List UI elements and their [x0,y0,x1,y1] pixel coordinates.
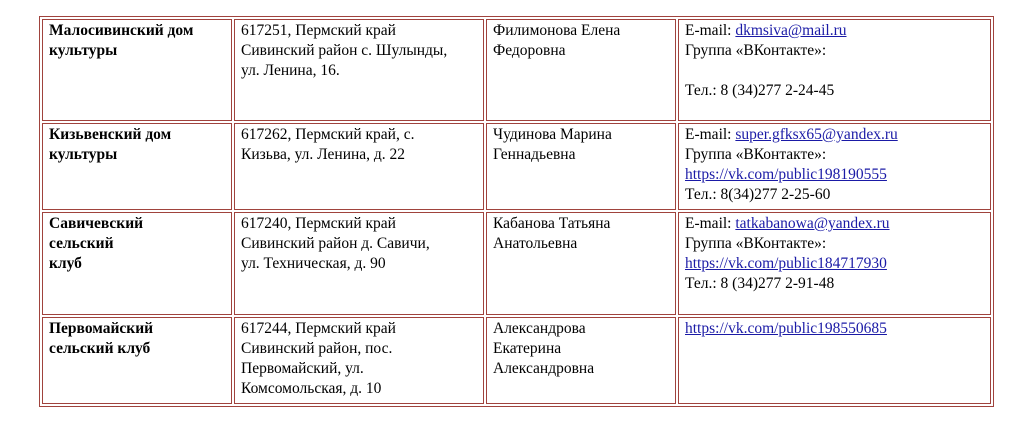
org-name: Кизьвенский дом [49,126,172,143]
vk-link[interactable]: https://vk.com/public198550685 [685,320,887,337]
person-name: Чудинова Марина [493,126,612,143]
vk-link-line [685,254,984,274]
group-label: Группа «ВКонтакте»: [685,146,827,163]
email-link[interactable]: super.gfksx65@yandex.ru [735,126,898,143]
person-cell [486,317,676,404]
address-line: Кизьва, ул. Ленина, д. 22 [241,146,406,163]
address-line: ул. Техническая, д. 90 [241,255,386,272]
email-prefix: E-mail: [685,215,736,232]
phone: Тел.: 8 (34)277 2-24-45 [685,82,835,99]
vk-link-line [685,319,984,339]
org-name: Савичевский [49,215,144,232]
email-prefix: E-mail: [685,126,736,143]
email-line [685,214,984,234]
org-name: клуб [49,255,82,272]
contacts-cell [678,317,991,404]
org-name: сельский клуб [49,340,151,357]
email-line [685,125,984,145]
phone: Тел.: 8(34)277 2-25-60 [685,186,831,203]
address-line: 617244, Пермский край [241,320,396,337]
group-label: Группа «ВКонтакте»: [685,235,827,252]
address-cell [234,123,484,210]
address-line: ул. Ленина, 16. [241,62,340,79]
person-cell [486,212,676,315]
email-link[interactable]: tatkabanowa@yandex.ru [735,215,890,232]
address-line: Комсомольская, д. 10 [241,380,382,397]
empty-line [685,61,984,81]
address-cell [234,317,484,404]
person-name: Екатерина [493,340,562,357]
org-name-cell [42,212,232,315]
org-name: культуры [49,146,118,163]
phone: Тел.: 8 (34)277 2-91-48 [685,275,835,292]
vk-link-line [685,165,984,185]
address-line: 617251, Пермский край [241,22,396,39]
table-row [42,19,991,121]
email-link[interactable]: dkmsiva@mail.ru [735,22,847,39]
org-name-cell [42,123,232,210]
person-name: Геннадьевна [493,146,576,163]
address-line: 617262, Пермский край, с. [241,126,415,143]
table-row [42,212,991,315]
contacts-table [39,16,994,407]
table-row [42,317,991,404]
vk-link[interactable]: https://vk.com/public184717930 [685,255,887,272]
org-name: сельский [49,235,114,252]
vk-link[interactable]: https://vk.com/public198190555 [685,166,887,183]
email-line [685,21,984,41]
contacts-cell [678,123,991,210]
contacts-cell [678,212,991,315]
person-name: Федоровна [493,42,566,59]
contacts-cell [678,19,991,121]
email-prefix: E-mail: [685,22,736,39]
address-cell [234,212,484,315]
org-name-cell [42,317,232,404]
address-line: Сивинский район, пос. [241,340,393,357]
org-name: Первомайский [49,320,154,337]
org-name: культуры [49,42,118,59]
person-cell [486,19,676,121]
address-cell [234,19,484,121]
person-name: Анатольевна [493,235,578,252]
org-name-cell [42,19,232,121]
group-label: Группа «ВКонтакте»: [685,42,827,59]
address-line: Сивинский район д. Савичи, [241,235,430,252]
org-name: Малосивинский дом [49,22,194,39]
person-name: Александрова [493,320,586,337]
person-name: Филимонова Елена [493,22,621,39]
person-name: Кабанова Татьяна [493,215,611,232]
address-line: 617240, Пермский край [241,215,396,232]
table-row [42,123,991,210]
address-line: Сивинский район с. Шулынды, [241,42,448,59]
person-cell [486,123,676,210]
address-line: Первомайский, ул. [241,360,364,377]
person-name: Александровна [493,360,595,377]
